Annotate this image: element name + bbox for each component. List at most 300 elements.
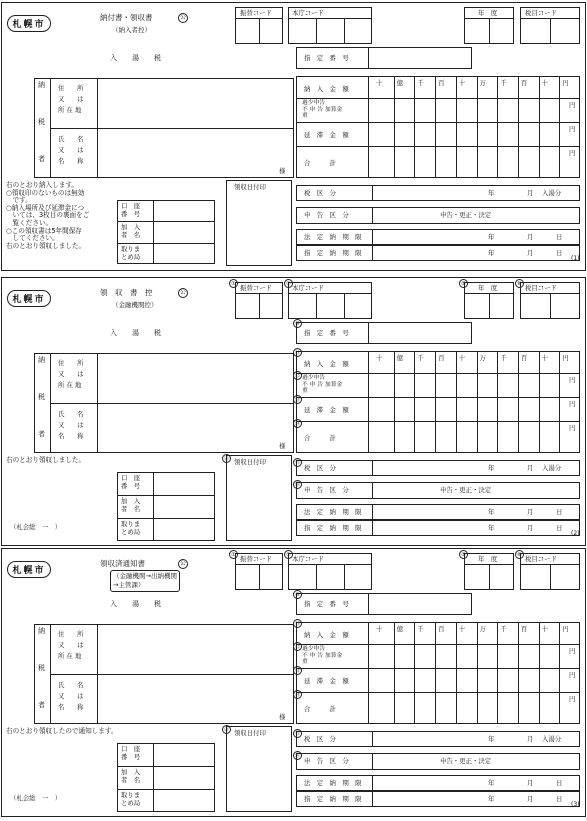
- honcho-code-div1: [316, 564, 317, 590]
- digit-header: 十: [376, 625, 383, 633]
- zei-kubun-gatsu: 月: [527, 735, 534, 743]
- circ-21-icon: ㉑: [223, 456, 229, 462]
- date-nichi: 日: [556, 779, 563, 787]
- taxpayer-label-char: 者: [38, 701, 45, 709]
- shitei-bango-label: 指 定 番 号: [304, 329, 349, 337]
- yen-label: 円: [569, 101, 576, 109]
- amount-label-div: [368, 622, 369, 724]
- address-label: 所 在 地: [58, 652, 82, 660]
- date-nen: 年: [488, 508, 495, 516]
- zei-kubun-nyuyo: 入湯分: [542, 735, 562, 743]
- address-label: 又 は: [58, 641, 84, 649]
- name-label: 氏 名: [58, 135, 84, 143]
- digit-column-line: [456, 622, 457, 724]
- date-nen: 年: [488, 524, 495, 532]
- digit-column-line: [539, 622, 540, 724]
- toriatsukai-label: 取りま: [121, 791, 141, 799]
- date-nen: 年: [488, 795, 495, 803]
- digit-column-line: [435, 76, 436, 178]
- stamp-box: [226, 726, 292, 812]
- digit-column-line: [539, 351, 540, 453]
- furikae-code-label: 振替コード: [240, 555, 272, 563]
- form-title: 領収済通知書: [100, 559, 145, 568]
- digit-header: 億: [396, 79, 404, 87]
- digit-header: 千: [500, 354, 507, 362]
- digit-column-line: [414, 351, 415, 453]
- digit-header: 円: [562, 79, 569, 87]
- circ-13-icon: ⑬: [294, 397, 300, 403]
- address-label: 住 所: [58, 84, 84, 92]
- address-label: 所 在 地: [58, 106, 82, 114]
- digit-header: 万: [479, 354, 486, 362]
- digit-header: 十: [458, 79, 466, 87]
- kanyu-label: 加 入: [121, 223, 141, 232]
- nonyu-kingaku-label: 納 入 金 額: [304, 85, 349, 93]
- amount-row-line-0: [296, 98, 580, 99]
- shitei-nouki-div: [372, 520, 373, 536]
- notes-line: いては、3枚目の裏面をご: [6, 211, 90, 220]
- digit-column-line: [477, 76, 478, 178]
- entai-kingaku-label: 延 滞 金 額: [304, 131, 349, 139]
- digit-column-line: [435, 622, 436, 724]
- tax-name: 入 湯 税: [110, 54, 165, 62]
- amount-row-line-2: [296, 421, 580, 422]
- date-gatsu: 月: [527, 508, 534, 516]
- date-gatsu: 月: [527, 233, 534, 241]
- amount-row-line-2: [296, 692, 580, 693]
- taxpayer-label-char: 税: [38, 664, 45, 672]
- furikae-code-div: [259, 18, 260, 44]
- circ-1-icon: ①: [229, 550, 238, 559]
- date-gatsu: 月: [527, 795, 534, 803]
- koza-label: 口 座: [121, 745, 141, 753]
- toriatsukai-label: とめ局: [121, 528, 141, 536]
- nendo-div: [489, 18, 490, 44]
- zei-kubun-box: [296, 460, 580, 476]
- shitei-nouki-label: 指 定 納 期 限: [304, 524, 362, 532]
- address-label: 住 所: [58, 630, 84, 638]
- form-title: 領 収 書 控: [100, 288, 153, 297]
- address-label: 所 在 地: [58, 381, 82, 389]
- circ-6-icon: ⑥: [515, 279, 524, 288]
- name-label: 又 は: [58, 692, 84, 700]
- name-label: 名 称: [58, 703, 84, 711]
- postal-row-1: [117, 766, 215, 767]
- yen-label: 円: [569, 695, 576, 703]
- hotei-nouki-label: 法 定 納 期 限: [304, 779, 362, 787]
- shitei-nouki-div: [372, 245, 373, 261]
- digit-column-line: [497, 351, 498, 453]
- amount-label-div: [368, 76, 369, 178]
- notes-line: ○領収印のないものは無効: [6, 188, 85, 197]
- date-nen: 年: [488, 779, 495, 787]
- kasho-label: 過少申告: [302, 646, 326, 652]
- digit-column-line: [497, 622, 498, 724]
- shitei-bango-label: 指 定 番 号: [304, 600, 349, 608]
- sama-label: 様: [279, 713, 286, 721]
- name-label: 氏 名: [58, 410, 84, 418]
- section-number: (3): [571, 801, 580, 808]
- nendo-div: [489, 564, 490, 590]
- digit-header: 十: [458, 625, 466, 633]
- digit-header: 百: [438, 354, 445, 362]
- shinkoku-kubun-label: 申 告 区 分: [304, 211, 349, 219]
- digit-column-line: [497, 76, 498, 178]
- digit-header: 円: [562, 354, 569, 362]
- circ-6-icon: ⑥: [515, 550, 524, 559]
- stamp-box: [226, 455, 292, 541]
- circ-11-icon: ⑪: [294, 621, 300, 627]
- circ-2-icon: ②: [284, 550, 293, 559]
- zei-kubun-nyuyo: 入湯分: [542, 464, 562, 472]
- toriatsukai-label: とめ局: [121, 252, 141, 261]
- seal-icon: 公: [179, 289, 186, 296]
- city-name-badge: 札幌市: [7, 15, 51, 32]
- shinkoku-kubun-div: [372, 482, 373, 499]
- form-subtitle: （金融機関控）: [112, 301, 158, 309]
- circ-12-icon: ⑫: [294, 644, 300, 650]
- honcho-code-label: 本庁コード: [292, 284, 324, 292]
- yen-label: 円: [569, 400, 576, 408]
- shitei-bango-div: [368, 47, 369, 69]
- digit-column-line: [394, 76, 395, 178]
- kasho-label: 不 申 告 加算金: [302, 381, 343, 388]
- address-label: 又 は: [58, 95, 84, 103]
- nendo-div: [489, 293, 490, 319]
- postal-label-div: [153, 743, 154, 812]
- zei-kubun-nen: 年: [488, 464, 495, 472]
- honcho-code-line: [288, 564, 372, 565]
- postal-label-div: [153, 200, 154, 264]
- amount-row-line-2: [296, 146, 580, 147]
- section-number: (1): [571, 255, 580, 262]
- honcho-code-div2: [344, 18, 345, 44]
- city-name-badge: 札幌市: [7, 290, 51, 307]
- amount-row-line-1: [296, 397, 580, 398]
- name-label: 又 は: [58, 146, 84, 154]
- digit-header: 億: [396, 354, 404, 362]
- digit-header: 万: [479, 625, 486, 633]
- section-number: (2): [571, 530, 580, 537]
- honcho-code-line: [288, 293, 372, 294]
- honcho-code-label: 本庁コード: [292, 9, 324, 17]
- shinkoku-kubun-label: 申 告 区 分: [304, 486, 349, 494]
- shinkoku-values: 申告・更正・決定: [440, 757, 492, 765]
- entai-kingaku-label: 延 滞 金 額: [304, 677, 349, 685]
- notes-line: ○納入場所及び延滞金につ: [6, 203, 85, 212]
- stamp-label: 領収日付印: [234, 458, 266, 466]
- gokei-label: 合 計: [304, 159, 336, 167]
- entai-kingaku-label: 延 滞 金 額: [304, 406, 349, 414]
- date-gatsu: 月: [527, 249, 534, 257]
- yen-label: 円: [569, 376, 576, 384]
- notes-line: です。: [6, 196, 32, 205]
- digit-column-line: [477, 622, 478, 724]
- notes-line: 右のとおり領収しました。: [6, 456, 86, 464]
- zei-kubun-div: [372, 185, 373, 201]
- zeimoku-code-div: [550, 18, 551, 44]
- zei-kubun-div: [372, 731, 373, 747]
- digit-header: 千: [417, 354, 424, 362]
- nendo-label: 年 度: [478, 284, 498, 292]
- shitei-bango-div: [368, 593, 369, 615]
- hotei-nouki-div: [372, 775, 373, 791]
- form-subtitle: （納入者控）: [112, 26, 151, 34]
- circ-13-icon: ⑬: [294, 668, 300, 674]
- gokei-label: 合 計: [304, 705, 336, 713]
- circ-11-icon: ⑪: [294, 350, 300, 356]
- digit-header: 円: [562, 625, 569, 633]
- digit-column-line: [559, 76, 560, 178]
- shitei-bango-label: 指 定 番 号: [304, 54, 349, 62]
- digit-column-line: [414, 622, 415, 724]
- kasho-label: 重: [302, 659, 308, 665]
- furikae-code-label: 振替コード: [240, 9, 272, 17]
- shinkoku-kubun-label: 申 告 区 分: [304, 757, 349, 765]
- nonyu-kingaku-label: 納 入 金 額: [304, 360, 349, 368]
- address-label: 住 所: [58, 359, 84, 367]
- form-section-2: [0, 275, 587, 550]
- amount-row-line-1: [296, 668, 580, 669]
- kasho-label: 重: [302, 388, 308, 394]
- amount-row-line-1: [296, 122, 580, 123]
- tax-name: 入 湯 税: [110, 329, 165, 337]
- notes-line: 右のとおり領収しました。: [6, 241, 86, 250]
- hotei-nouki-label: 法 定 納 期 限: [304, 508, 362, 516]
- circ-12-icon: ⑫: [294, 373, 300, 379]
- nendo-label: 年 度: [478, 555, 498, 563]
- date-nichi: 日: [556, 795, 563, 803]
- zei-kubun-gatsu: 月: [527, 189, 534, 197]
- form-title: 納付書・領収書: [100, 13, 153, 22]
- digit-header: 百: [520, 79, 528, 87]
- circ-16-icon: ⑯: [294, 753, 300, 759]
- shitei-nouki-label: 指 定 納 期 限: [304, 795, 362, 803]
- zei-kubun-box: [296, 185, 580, 201]
- sama-label: 様: [279, 167, 286, 175]
- digit-column-line: [518, 351, 519, 453]
- kasho-label: 不 申 告 加算金: [302, 652, 343, 659]
- shinkoku-kubun-div: [372, 753, 373, 770]
- form-id: （札会総 一 ）: [10, 523, 62, 531]
- shitei-nouki-label: 指 定 納 期 限: [304, 249, 362, 257]
- kasho-label: 不 申 告 加算金: [302, 106, 343, 113]
- koza-label: 番 号: [121, 210, 141, 218]
- postal-row-2: [117, 518, 215, 519]
- notes-line: 右のとおり領収したので通知します。: [6, 727, 118, 735]
- digit-header: 十: [376, 79, 383, 87]
- form-section-3: [0, 546, 587, 821]
- zeimoku-code-label: 税目コード: [525, 9, 557, 17]
- hotei-nouki-div: [372, 229, 373, 245]
- digit-column-line: [456, 76, 457, 178]
- postal-row-1: [117, 495, 215, 496]
- hotei-nouki-div: [372, 504, 373, 520]
- amount-label-div: [368, 351, 369, 453]
- shitei-bango-div: [368, 322, 369, 344]
- circ-10-icon: ⑩: [293, 590, 302, 599]
- koza-label: 番 号: [121, 482, 141, 490]
- kanyu-label: 者 名: [121, 231, 141, 240]
- kasho-label: 過少申告: [302, 100, 326, 106]
- digit-column-line: [518, 76, 519, 178]
- zei-kubun-gatsu: 月: [527, 464, 534, 472]
- kanyu-label: 加 入: [121, 768, 141, 776]
- digit-header: 千: [500, 79, 507, 87]
- zei-kubun-div: [372, 460, 373, 476]
- zei-kubun-nen: 年: [488, 735, 495, 743]
- taxpayer-label-char: 者: [38, 430, 45, 438]
- circ-16-icon: ⑯: [294, 482, 300, 488]
- taxpayer-label-char: 税: [38, 118, 45, 126]
- toriatsukai-label: とめ局: [121, 799, 141, 807]
- date-nichi: 日: [556, 233, 563, 241]
- digit-column-line: [559, 351, 560, 453]
- yen-label: 円: [569, 647, 576, 655]
- date-gatsu: 月: [527, 524, 534, 532]
- shinkoku-values: 申告・更正・決定: [440, 486, 492, 494]
- hotei-nouki-label: 法 定 納 期 限: [304, 233, 362, 241]
- kanyu-label: 者 名: [121, 505, 141, 513]
- notes-line: ○この領収書は5年間保存: [6, 226, 82, 235]
- honcho-code-div2: [344, 564, 345, 590]
- stamp-label: 領収日付印: [234, 729, 266, 737]
- zeimoku-code-div: [550, 293, 551, 319]
- zeimoku-code-div: [550, 564, 551, 590]
- name-label: 名 称: [58, 157, 84, 165]
- digit-header: 十: [458, 354, 466, 362]
- honcho-code-div2: [344, 293, 345, 319]
- honcho-code-line: [288, 18, 372, 19]
- digit-column-line: [414, 76, 415, 178]
- kanyu-label: 加 入: [121, 497, 141, 505]
- taxpayer-label-char: 納: [38, 81, 45, 89]
- yen-label: 円: [569, 149, 576, 157]
- postal-row-2: [117, 789, 215, 790]
- digit-column-line: [456, 351, 457, 453]
- shinkoku-values: 申告・更正・決定: [440, 211, 492, 219]
- digit-column-line: [477, 351, 478, 453]
- zei-kubun-label: 税 区 分: [304, 189, 336, 197]
- circ-14-icon: ⑭: [294, 421, 300, 427]
- furikae-code-label: 振替コード: [240, 284, 272, 292]
- digit-column-line: [435, 351, 436, 453]
- digit-header: 十: [541, 354, 548, 362]
- date-nen: 年: [488, 249, 495, 257]
- taxpayer-label-char: 税: [38, 393, 45, 401]
- yen-label: 円: [569, 125, 576, 133]
- notes-line: 覧ください。: [6, 219, 53, 227]
- digit-header: 億: [396, 625, 404, 633]
- name-label: 名 称: [58, 432, 84, 440]
- digit-header: 万: [479, 79, 486, 87]
- circ-15-icon: ⑮: [294, 731, 300, 737]
- date-nen: 年: [488, 233, 495, 241]
- digit-header: 百: [438, 79, 445, 87]
- shinkoku-kubun-div: [372, 207, 373, 224]
- zei-kubun-label: 税 区 分: [304, 735, 336, 743]
- yen-label: 円: [569, 424, 576, 432]
- sama-label: 様: [279, 442, 286, 450]
- taxpayer-label-char: 納: [38, 356, 45, 364]
- notes-line: してください。: [6, 234, 59, 243]
- shitei-nouki-div: [372, 791, 373, 807]
- nonyu-kingaku-label: 納 入 金 額: [304, 631, 349, 639]
- form-subtitle: （金融機関→出納機関 →主管課）: [110, 570, 180, 592]
- honcho-code-div1: [316, 18, 317, 44]
- digit-header: 十: [541, 79, 548, 87]
- honcho-code-div1: [316, 293, 317, 319]
- postal-row-2: [117, 243, 215, 244]
- digit-header: 百: [438, 625, 445, 633]
- koza-label: 口 座: [121, 474, 141, 482]
- digit-header: 千: [500, 625, 507, 633]
- form-section-1: [0, 0, 587, 275]
- digit-column-line: [518, 622, 519, 724]
- digit-header: 十: [376, 354, 383, 362]
- taxpayer-mid-line: [50, 674, 294, 675]
- taxpayer-label-char: 者: [38, 155, 45, 163]
- zeimoku-code-label: 税目コード: [525, 284, 557, 292]
- toriatsukai-label: 取りま: [121, 520, 141, 528]
- circ-15-icon: ⑮: [294, 460, 300, 466]
- kasho-label: 重: [302, 113, 308, 119]
- seal-icon: 公: [179, 14, 186, 21]
- circ-5-icon: ⑤: [459, 279, 468, 288]
- stamp-label: 領収日付印: [234, 183, 266, 191]
- form-id: （札会総 一 ）: [10, 794, 62, 802]
- toriatsukai-label: 取りま: [121, 244, 141, 253]
- digit-column-line: [394, 351, 395, 453]
- taxpayer-mid-line: [50, 403, 294, 404]
- digit-column-line: [394, 622, 395, 724]
- circ-1-icon: ①: [229, 279, 238, 288]
- kanyu-label: 者 名: [121, 776, 141, 784]
- circ-10-icon: ⑩: [293, 319, 302, 328]
- circ-14-icon: ⑭: [294, 692, 300, 698]
- name-label: 氏 名: [58, 681, 84, 689]
- digit-column-line: [539, 76, 540, 178]
- date-nichi: 日: [556, 508, 563, 516]
- zei-kubun-nen: 年: [488, 189, 495, 197]
- digit-header: 千: [417, 79, 424, 87]
- seal-icon: 公: [179, 560, 186, 567]
- digit-column-line: [559, 622, 560, 724]
- taxpayer-mid-line: [50, 128, 294, 129]
- zei-kubun-nyuyo: 入湯分: [542, 189, 562, 197]
- date-gatsu: 月: [527, 779, 534, 787]
- notes-line: 右のとおり納入します。: [6, 181, 79, 189]
- tax-name: 入 湯 税: [110, 600, 165, 608]
- amount-row-line-0: [296, 373, 580, 374]
- circ-2-icon: ②: [284, 279, 293, 288]
- zei-kubun-box: [296, 731, 580, 747]
- postal-label-div: [153, 472, 154, 541]
- furikae-code-div: [259, 564, 260, 590]
- kasho-label: 過少申告: [302, 375, 326, 381]
- gokei-label: 合 計: [304, 434, 336, 442]
- zeimoku-code-label: 税目コード: [525, 555, 557, 563]
- koza-label: 番 号: [121, 753, 141, 761]
- nendo-label: 年 度: [478, 9, 498, 17]
- amount-row-line-0: [296, 644, 580, 645]
- date-nichi: 日: [556, 249, 563, 257]
- digit-header: 千: [417, 625, 424, 633]
- stamp-box: [226, 180, 292, 266]
- circ-5-icon: ⑤: [459, 550, 468, 559]
- digit-header: 百: [520, 354, 528, 362]
- circ-21-icon: ㉑: [223, 727, 229, 733]
